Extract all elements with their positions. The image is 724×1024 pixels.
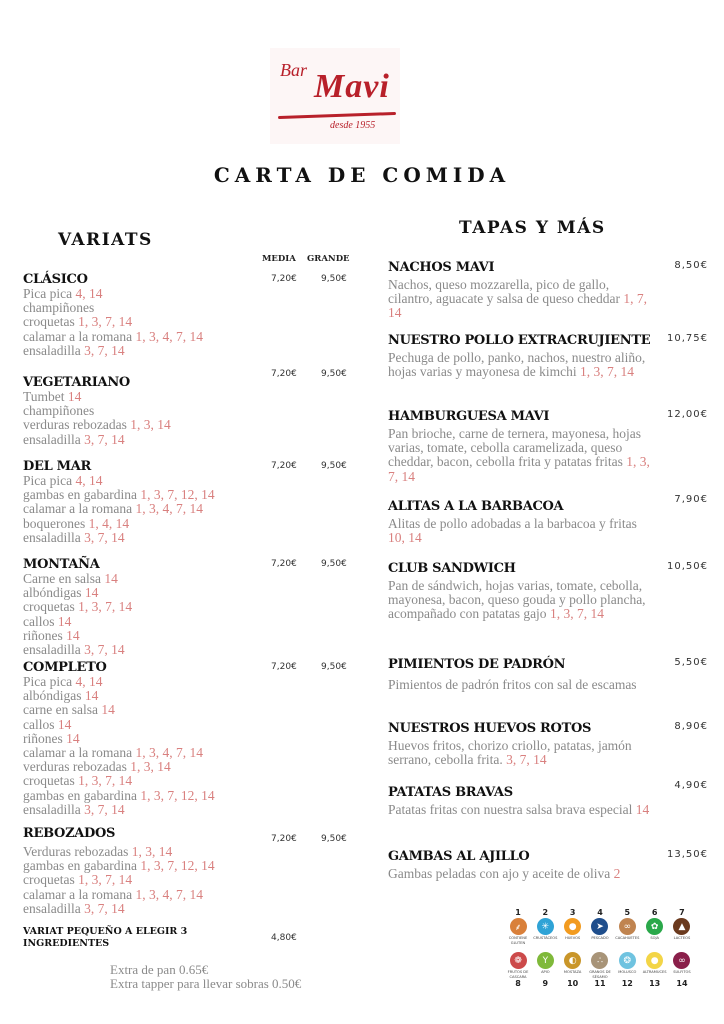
allergen-legend-item <box>532 951 558 988</box>
allergen-legend-item <box>669 951 695 988</box>
allergen-number: 13 <box>649 979 661 988</box>
allergen-codes: 1, 3, 7, 14 <box>388 454 650 484</box>
allergen-label: ALTRAMUCES <box>642 970 667 974</box>
price-grande: 9,50€ <box>321 274 347 284</box>
allergen-label: MOSTAZA <box>563 970 582 974</box>
allergen-label: CONTIENE GLUTEN <box>508 936 528 945</box>
extras <box>110 963 301 991</box>
variat-name: VEGETARIANO <box>23 375 130 390</box>
ingredient-name: Tumbet <box>23 389 65 404</box>
price-media: 7,20€ <box>271 274 297 284</box>
allergen-number: 6 <box>651 908 658 917</box>
tapa-item <box>388 561 708 622</box>
tapa-name: PIMIENTOS DE PADRÓN <box>388 657 566 672</box>
ingredient-name: gambas en gabardina <box>23 858 137 874</box>
allergen-codes: 1, 4, 14 <box>88 515 130 531</box>
allergen-label: CRUSTÁCEOS <box>533 936 558 940</box>
allergen-codes: 1, 3, 7, 14 <box>78 872 133 888</box>
allergen-label: MOLUSCO <box>618 970 637 974</box>
allergen-codes: 3, 7, 14 <box>506 752 547 768</box>
sulphite-icon: ∞ <box>673 952 690 969</box>
lupin-icon: ● <box>646 952 663 969</box>
allergen-codes: 1, 3, 7, 14 <box>78 773 133 789</box>
logo-bar: Bar <box>280 60 307 80</box>
logo-tagline: desde 1955 <box>330 120 376 131</box>
ingredient-name: calamar a la romana <box>23 886 133 902</box>
small-variat-name: VARIAT PEQUEÑO A ELEGIR 3 INGREDIENTES <box>23 926 188 949</box>
allergen-codes: 3, 7, 14 <box>84 900 125 916</box>
ingredient-line <box>23 418 363 432</box>
variat-name: COMPLETO <box>23 660 107 675</box>
allergen-codes: 14 <box>101 702 115 718</box>
ingredient-line <box>23 675 363 689</box>
ingredient-name: boquerones <box>23 515 86 531</box>
allergen-codes: 1, 3, 4, 7, 14 <box>135 745 203 761</box>
allergen-number: 3 <box>569 908 576 917</box>
ingredient-line <box>23 859 363 873</box>
tapa-name: CLUB SANDWICH <box>388 561 516 576</box>
allergen-codes: 4, 14 <box>75 286 103 301</box>
legend-row <box>505 951 695 988</box>
description-text: Gambas peladas con ajo y aceite de oliva <box>388 866 611 881</box>
allergen-legend-item <box>560 908 586 945</box>
ingredient-line <box>23 689 363 703</box>
allergen-number: 14 <box>676 979 688 988</box>
tapa-description <box>388 678 653 692</box>
ingredient-line <box>23 888 363 902</box>
ingredient-name: croquetas <box>23 314 75 330</box>
allergen-label: FRUTOS DE CASCARA <box>507 970 529 979</box>
fish-icon: ➤ <box>591 918 608 935</box>
allergen-number: 11 <box>594 979 606 988</box>
ingredient-name: ensaladilla <box>23 801 81 817</box>
ingredient-line <box>23 287 363 301</box>
price-media: 7,20€ <box>271 369 297 379</box>
allergen-codes: 14 <box>104 571 118 586</box>
allergen-legend-item <box>614 908 640 945</box>
ingredient-name: Pica pica <box>23 674 73 689</box>
tapa-item <box>388 409 708 484</box>
price-media: 7,20€ <box>271 559 297 569</box>
price-media: 7,20€ <box>271 461 297 471</box>
allergen-codes: 1, 3, 7, 14 <box>78 314 133 330</box>
ingredient-name: champiñones <box>23 300 95 316</box>
allergen-codes: 1, 3, 7, 12, 14 <box>140 858 215 874</box>
ingredient-name: callos <box>23 716 55 732</box>
allergen-legend-item <box>587 951 613 988</box>
price-grande: 9,50€ <box>321 559 347 569</box>
ingredient-name: carne en salsa <box>23 702 98 718</box>
ingredient-line <box>23 718 363 732</box>
price-grande: 9,50€ <box>321 834 347 844</box>
allergen-codes: 3, 7, 14 <box>84 529 125 545</box>
sesame-icon: ∴ <box>591 952 608 969</box>
ingredient-line <box>23 315 363 329</box>
milk-icon: ▲ <box>673 918 690 935</box>
allergen-number: 2 <box>542 908 549 917</box>
allergen-codes: 1, 3, 14 <box>130 417 171 433</box>
allergen-number: 9 <box>542 979 549 988</box>
tapa-description <box>388 427 653 484</box>
tapa-price: 13,50€ <box>667 849 708 860</box>
tapa-price: 8,90€ <box>674 721 708 732</box>
ingredient-name: ensaladilla <box>23 431 81 447</box>
tapa-price: 10,50€ <box>667 561 708 572</box>
variat-name: DEL MAR <box>23 459 92 474</box>
ingredient-name: calamar a la romana <box>23 745 133 761</box>
ingredient-name: albóndigas <box>23 585 82 601</box>
variat-item <box>23 369 363 447</box>
allergen-label: HUEVOS <box>565 936 581 940</box>
tapa-name: HAMBURGUESA MAVI <box>388 409 550 424</box>
allergen-codes: 3, 7, 14 <box>84 642 125 658</box>
allergen-label: CACAHUETES <box>615 936 640 940</box>
ingredient-name: gambas en gabardina <box>23 787 137 803</box>
tapa-name: PATATAS BRAVAS <box>388 785 513 800</box>
egg-icon: ● <box>564 918 581 935</box>
allergen-legend-item <box>532 908 558 945</box>
ingredient-name: riñones <box>23 730 63 746</box>
tapa-item <box>388 333 708 379</box>
allergen-codes: 2 <box>613 866 621 881</box>
tapas-title: TAPAS Y MÁS <box>459 218 606 238</box>
ingredient-name: verduras rebozadas <box>23 759 127 775</box>
allergen-codes: 14 <box>57 716 72 732</box>
tapa-description <box>388 579 653 622</box>
ingredient-line <box>23 474 363 488</box>
allergen-label: APIO <box>541 970 550 974</box>
mustard-icon: ◐ <box>564 952 581 969</box>
allergen-label: PESCADO <box>591 936 609 940</box>
ingredient-name: croquetas <box>23 773 75 789</box>
extra-bread: Extra de pan 0.65€ <box>110 962 209 977</box>
allergen-label: SOJA <box>650 936 659 940</box>
col-media: MEDIA <box>262 254 296 264</box>
description-text: Pimientos de padrón fritos con sal de escamas <box>388 677 637 692</box>
ingredient-name: calamar a la romana <box>23 501 133 517</box>
logo-mavi: Mavi <box>314 68 390 105</box>
ingredient-name: croquetas <box>23 599 75 615</box>
allergen-codes: 1, 7, 14 <box>388 291 648 321</box>
wheat-icon: ⸙ <box>510 918 527 935</box>
price-media: 7,20€ <box>271 662 297 672</box>
allergen-legend-item <box>642 908 668 945</box>
tapa-price: 7,90€ <box>674 494 708 505</box>
tapa-price: 10,75€ <box>667 333 708 344</box>
price-grande: 9,50€ <box>321 662 347 672</box>
tapa-description <box>388 867 653 881</box>
ingredient-line <box>23 760 363 774</box>
allergen-codes: 10, 14 <box>388 530 422 546</box>
ingredient-line <box>23 803 363 817</box>
tapa-description <box>388 278 653 321</box>
celery-icon: Y <box>537 952 554 969</box>
ingredient-name: riñones <box>23 627 63 643</box>
allergen-codes: 1, 3, 4, 7, 14 <box>135 328 203 344</box>
allergen-codes: 14 <box>635 802 650 817</box>
ingredient-line <box>23 732 363 746</box>
description-text: Nachos, queso mozzarella, pico de gallo, cilantro, aguacate y salsa de queso cheddar <box>388 277 621 307</box>
allergen-legend-item <box>505 908 531 945</box>
tapa-item <box>388 849 708 881</box>
ingredient-name: Verduras rebozadas <box>23 844 129 859</box>
allergen-codes: 4, 14 <box>75 473 103 488</box>
tapa-item <box>388 780 708 817</box>
variats-title: VARIATS <box>58 230 153 250</box>
allergen-legend <box>505 908 705 988</box>
allergen-codes: 14 <box>84 585 99 601</box>
allergen-codes: 1, 3, 14 <box>131 844 173 859</box>
allergen-number: 4 <box>597 908 603 917</box>
ingredient-line <box>23 845 363 859</box>
ingredient-line <box>23 433 363 447</box>
bar-mavi-logo <box>270 48 400 144</box>
allergen-codes: 14 <box>84 688 99 704</box>
allergen-codes: 14 <box>57 613 72 629</box>
peanut-icon: ∞ <box>619 918 636 935</box>
ingredient-name: callos <box>23 613 55 629</box>
ingredient-line <box>23 531 363 545</box>
description-text: Huevos fritos, chorizo criollo, patatas, jamón serrano, cebolla frita. <box>388 738 632 768</box>
price-media: 7,20€ <box>271 834 297 844</box>
ingredient-name: Pica pica <box>23 473 73 488</box>
allergen-number: 7 <box>679 908 685 917</box>
allergen-codes: 1, 3, 7, 12, 14 <box>140 787 215 803</box>
allergen-codes: 1, 3, 7, 14 <box>78 599 133 615</box>
ingredient-line <box>23 789 363 803</box>
ingredient-name: ensaladilla <box>23 342 81 358</box>
allergen-legend-item <box>560 951 586 988</box>
allergen-codes: 14 <box>66 730 80 746</box>
ingredient-line <box>23 615 363 629</box>
ingredient-line <box>23 746 363 760</box>
shell-icon: ❂ <box>619 952 636 969</box>
tapa-name: ALITAS A LA BARBACOA <box>388 499 564 514</box>
description-text: Pan brioche, carne de ternera, mayonesa, hojas varias, tomate, cebolla caramelizada, queso cheddar, bacon, cebolla frita y patatas fritas <box>388 426 642 470</box>
ingredient-line <box>23 643 363 657</box>
ingredient-name: ensaladilla <box>23 642 81 658</box>
ingredient-line <box>23 629 363 643</box>
tapa-description <box>388 351 653 379</box>
ingredient-line <box>23 390 363 404</box>
page-title: CARTA DE COMIDA <box>213 163 511 187</box>
allergen-codes: 3, 7, 14 <box>84 342 125 358</box>
allergen-label: LACTEOS <box>673 936 691 940</box>
variat-name: MONTAÑA <box>23 557 100 572</box>
allergen-number: 8 <box>515 979 521 988</box>
allergen-codes: 3, 7, 14 <box>84 801 125 817</box>
variat-item <box>23 272 363 358</box>
ingredient-name: croquetas <box>23 872 75 888</box>
allergen-number: 1 <box>515 908 521 917</box>
tapa-item <box>388 494 708 546</box>
tapa-description <box>388 803 653 817</box>
allergen-codes: 4, 14 <box>75 674 103 689</box>
col-grande: GRANDE <box>307 254 350 264</box>
logo-swoosh <box>278 112 396 119</box>
description-text: Pan de sándwich, hojas varias, tomate, cebolla, mayonesa, bacon, queso gouda y pollo plancha, acompañado con patatas gajo <box>388 578 646 622</box>
legend-row <box>505 908 695 945</box>
ingredient-line <box>23 330 363 344</box>
ingredient-name: albóndigas <box>23 688 82 704</box>
description-text: Patatas fritas con nuestra salsa brava especial <box>388 802 633 817</box>
allergen-legend-item <box>614 951 640 988</box>
variat-item <box>23 826 363 916</box>
tapa-name: GAMBAS AL AJILLO <box>388 849 530 864</box>
tapa-item <box>388 657 708 692</box>
ingredient-line <box>23 488 363 502</box>
ingredient-name: calamar a la romana <box>23 328 133 344</box>
tapa-item <box>388 260 708 321</box>
tapa-description <box>388 517 653 545</box>
price-grande: 9,50€ <box>321 461 347 471</box>
ingredient-name: Pica pica <box>23 286 73 301</box>
tapa-price: 4,90€ <box>674 780 708 791</box>
ingredient-line <box>23 572 363 586</box>
ingredient-line <box>23 600 363 614</box>
ingredient-line <box>23 301 363 315</box>
allergen-legend-item <box>642 951 668 988</box>
tapa-item <box>388 721 708 767</box>
ingredient-line <box>23 586 363 600</box>
allergen-codes: 1, 3, 14 <box>130 759 171 775</box>
allergen-codes: 1, 3, 7, 14 <box>579 364 634 380</box>
ingredient-name: verduras rebozadas <box>23 417 127 433</box>
tapa-price: 8,50€ <box>674 260 708 271</box>
extra-tapper: Extra tapper para llevar sobras 0.50€ <box>110 976 302 992</box>
ingredient-line <box>23 344 363 358</box>
variat-name: CLÁSICO <box>23 272 88 287</box>
allergen-number: 5 <box>624 908 631 917</box>
allergen-codes: 1, 3, 7, 14 <box>549 606 604 622</box>
allergen-codes: 1, 3, 7, 12, 14 <box>140 487 215 503</box>
ingredient-name: champiñones <box>23 403 95 419</box>
crab-icon: ✳ <box>537 918 554 935</box>
ingredient-name: gambas en gabardina <box>23 487 137 503</box>
variat-name: REBOZADOS <box>23 826 116 841</box>
allergen-codes: 3, 7, 14 <box>84 431 125 447</box>
allergen-codes: 14 <box>67 389 82 404</box>
ingredient-line <box>23 703 363 717</box>
tapa-name: NUESTROS HUEVOS ROTOS <box>388 721 592 736</box>
small-variat-price: 4,80€ <box>271 933 297 943</box>
allergen-legend-item <box>587 908 613 945</box>
allergen-codes: 1, 3, 4, 7, 14 <box>135 501 203 517</box>
allergen-codes: 14 <box>66 627 80 643</box>
variat-item <box>23 660 363 817</box>
soy-icon: ✿ <box>646 918 663 935</box>
nut-icon: ❁ <box>510 952 527 969</box>
ingredient-name: Carne en salsa <box>23 571 101 586</box>
ingredient-line <box>23 404 363 418</box>
allergen-legend-item <box>505 951 531 988</box>
allergen-number: 12 <box>621 979 633 988</box>
ingredient-line <box>23 873 363 887</box>
allergen-label: SULFITOS <box>673 970 691 974</box>
description-text: Alitas de pollo adobadas a la barbacoa y fritas <box>388 516 637 531</box>
ingredient-line <box>23 517 363 531</box>
allergen-codes: 1, 3, 4, 7, 14 <box>135 886 203 902</box>
ingredient-line <box>23 502 363 516</box>
tapa-price: 5,50€ <box>674 657 708 668</box>
allergen-number: 10 <box>567 979 579 988</box>
variat-item <box>23 557 363 657</box>
ingredient-name: ensaladilla <box>23 529 81 545</box>
description-text: Pechuga de pollo, panko, nachos, nuestro aliño, hojas varias y mayonesa de kimchi <box>388 350 646 380</box>
price-grande: 9,50€ <box>321 369 347 379</box>
tapa-name: NUESTRO POLLO EXTRACRUJIENTE <box>388 333 651 348</box>
tapa-description <box>388 739 653 767</box>
ingredient-line <box>23 902 363 916</box>
allergen-label: GRANOS DE SÉSAMO <box>589 970 611 979</box>
tapa-price: 12,00€ <box>667 409 708 420</box>
tapa-name: NACHOS MAVI <box>388 260 495 275</box>
ingredient-name: ensaladilla <box>23 900 81 916</box>
allergen-legend-item <box>669 908 695 945</box>
variat-item <box>23 459 363 545</box>
ingredient-line <box>23 774 363 788</box>
